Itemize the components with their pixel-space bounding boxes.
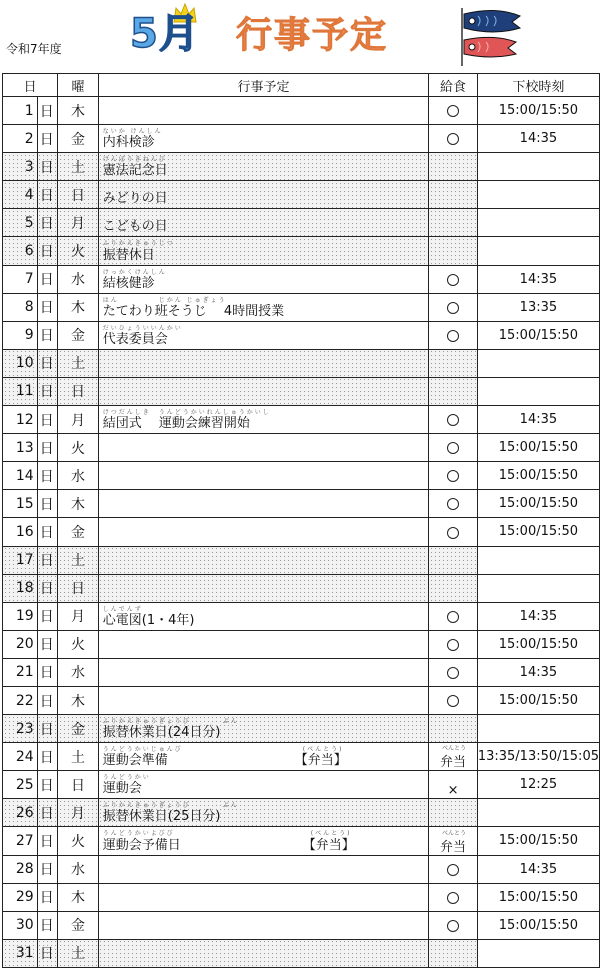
event-cell	[98, 293, 429, 321]
weekday: 火	[58, 237, 98, 265]
lunch-served-mark	[447, 302, 459, 314]
lunch-cell	[429, 434, 478, 462]
event-cell	[98, 658, 429, 686]
day-suffix: 日	[37, 715, 58, 743]
lunch-served-mark	[447, 611, 459, 623]
weekday: 土	[58, 743, 98, 771]
event-cell	[98, 462, 429, 490]
dismissal-time: 15:00/15:50	[477, 911, 599, 939]
lunch-served-mark	[447, 892, 459, 904]
lunch-furigana: べんとう	[442, 745, 467, 753]
lunch-served-mark	[447, 414, 459, 426]
bento-furigana: (べんとう)	[310, 830, 352, 838]
lunch-served-mark	[447, 498, 459, 510]
lunch-cell	[429, 181, 478, 209]
day-suffix: 日	[37, 462, 58, 490]
weekday: 水	[58, 265, 98, 293]
day-suffix: 日	[37, 799, 58, 827]
dismissal-time: 15:00/15:50	[477, 883, 599, 911]
event-cell	[98, 715, 429, 743]
day-number: 8	[3, 293, 38, 321]
schedule-body	[3, 97, 600, 968]
event-cell	[98, 883, 429, 911]
weekday: 日	[58, 377, 98, 405]
day-number: 24	[3, 743, 38, 771]
day-number: 27	[3, 827, 38, 855]
dismissal-time	[477, 715, 599, 743]
weekday: 火	[58, 827, 98, 855]
weekday: 木	[58, 97, 98, 125]
event-cell	[98, 574, 429, 602]
lunch-served-mark	[447, 695, 459, 707]
day-suffix: 日	[37, 377, 58, 405]
event-text: 憲法記念日	[102, 163, 168, 179]
lunch-served-mark	[447, 639, 459, 651]
event-text: 振替休日	[102, 247, 155, 263]
day-suffix: 日	[37, 153, 58, 181]
dismissal-time: 15:00/15:50	[477, 518, 599, 546]
lunch-served-mark	[447, 442, 459, 454]
event-cell	[98, 237, 429, 265]
event-furigana: ふりかえきゅうじつ	[102, 240, 175, 248]
lunch-cell	[429, 153, 478, 181]
lunch-cell	[429, 265, 478, 293]
day-number: 2	[3, 125, 38, 153]
dismissal-time	[477, 153, 599, 181]
event-furigana: うんどうかいよびび	[102, 830, 175, 838]
event-text: 結団式 運動会練習開始	[102, 416, 250, 432]
lunch-cell	[429, 883, 478, 911]
lunch-cell	[429, 771, 478, 799]
koinobori-carp-streamer-icon	[456, 6, 526, 68]
day-number: 25	[3, 771, 38, 799]
dismissal-time	[477, 209, 599, 237]
lunch-cell	[429, 125, 478, 153]
table-row	[3, 349, 600, 377]
day-suffix: 日	[37, 686, 58, 714]
day-suffix: 日	[37, 574, 58, 602]
weekday: 木	[58, 883, 98, 911]
event-text: 結核健診	[102, 275, 155, 291]
weekday: 金	[58, 715, 98, 743]
lunch-served-mark	[447, 920, 459, 932]
lunch-cell	[429, 939, 478, 967]
lunch-cell	[429, 546, 478, 574]
day-number: 22	[3, 686, 38, 714]
lunch-cell	[429, 406, 478, 434]
weekday: 金	[58, 518, 98, 546]
dismissal-time: 15:00/15:50	[477, 97, 599, 125]
lunch-cell	[429, 462, 478, 490]
bento-furigana: (べんとう)	[302, 746, 344, 754]
lunch-text: ×	[447, 783, 459, 799]
column-header-weekday: 曜	[58, 74, 98, 97]
day-number: 12	[3, 406, 38, 434]
day-number: 11	[3, 377, 38, 405]
lunch-cell	[429, 518, 478, 546]
weekday: 木	[58, 293, 98, 321]
day-number: 9	[3, 321, 38, 349]
event-furigana: けっかくけんしん	[102, 268, 167, 276]
event-text: 運動会準備	[102, 753, 168, 769]
lunch-text: 弁当	[440, 755, 467, 771]
day-suffix: 日	[37, 237, 58, 265]
weekday: 日	[58, 771, 98, 799]
day-number: 17	[3, 546, 38, 574]
lunch-served-mark	[447, 330, 459, 342]
table-row	[3, 799, 600, 827]
lunch-served-mark	[447, 864, 459, 876]
event-cell	[98, 771, 429, 799]
lunch-cell	[429, 349, 478, 377]
event-text: 運動会	[102, 781, 142, 797]
event-cell	[98, 827, 429, 855]
dismissal-time: 14:35	[477, 265, 599, 293]
event-furigana: だいひょういいんかい	[102, 324, 183, 332]
event-text: 振替休業日(25日分)	[102, 809, 221, 825]
dismissal-time: 12:25	[477, 771, 599, 799]
lunch-note	[448, 775, 459, 798]
table-row	[3, 546, 600, 574]
table-row	[3, 939, 600, 967]
table-row	[3, 490, 600, 518]
dismissal-time: 14:35	[477, 125, 599, 153]
day-suffix: 日	[37, 827, 58, 855]
dismissal-time: 15:00/15:50	[477, 462, 599, 490]
event-furigana: けつだんしき うんどうかいれんしゅうかいし	[102, 409, 271, 417]
lunch-cell	[429, 715, 478, 743]
table-row	[3, 237, 600, 265]
event-cell	[98, 855, 429, 883]
event-furigana: ないか けんしん	[102, 128, 163, 136]
day-suffix: 日	[37, 771, 58, 799]
table-row	[3, 97, 600, 125]
day-number: 10	[3, 349, 38, 377]
weekday: 水	[58, 658, 98, 686]
weekday: 日	[58, 574, 98, 602]
day-suffix: 日	[37, 855, 58, 883]
lunch-cell	[429, 855, 478, 883]
month-title: 5月	[130, 11, 200, 57]
era-year: 令和7年度	[6, 42, 62, 56]
lunch-cell	[429, 911, 478, 939]
day-suffix: 日	[37, 490, 58, 518]
lunch-served-mark	[447, 133, 459, 145]
column-header-lunch: 給食	[429, 74, 478, 97]
event-cell	[98, 181, 429, 209]
dismissal-time: 14:35	[477, 855, 599, 883]
day-suffix: 日	[37, 602, 58, 630]
day-suffix: 日	[37, 97, 58, 125]
event-cell	[98, 630, 429, 658]
table-row	[3, 686, 600, 714]
day-suffix: 日	[37, 518, 58, 546]
weekday: 火	[58, 630, 98, 658]
event-furigana: しんでんず	[102, 605, 143, 613]
day-suffix: 日	[37, 181, 58, 209]
day-number: 23	[3, 715, 38, 743]
table-row	[3, 209, 600, 237]
weekday: 月	[58, 602, 98, 630]
event-cell	[98, 153, 429, 181]
event-text: たてわり班そうじ 4時間授業	[102, 303, 285, 319]
lunch-served-mark	[447, 527, 459, 539]
table-row	[3, 602, 600, 630]
table-row	[3, 462, 600, 490]
table-header-row	[3, 74, 600, 97]
dismissal-time: 14:35	[477, 658, 599, 686]
dismissal-time: 14:35	[477, 406, 599, 434]
day-suffix: 日	[37, 125, 58, 153]
day-suffix: 日	[37, 406, 58, 434]
event-cell	[98, 125, 429, 153]
day-suffix: 日	[37, 321, 58, 349]
event-cell	[98, 265, 429, 293]
day-number: 19	[3, 602, 38, 630]
lunch-cell	[429, 377, 478, 405]
lunch-cell	[429, 827, 478, 855]
day-number: 20	[3, 630, 38, 658]
event-text: 振替休業日(24日分)	[102, 725, 221, 741]
weekday: 木	[58, 490, 98, 518]
event-cell	[98, 97, 429, 125]
table-row	[3, 518, 600, 546]
dismissal-time	[477, 349, 599, 377]
table-row	[3, 181, 600, 209]
lunch-note	[440, 743, 466, 770]
lunch-cell	[429, 97, 478, 125]
lunch-cell	[429, 321, 478, 349]
bento-note: 【弁当】	[302, 837, 355, 853]
day-number: 26	[3, 799, 38, 827]
event-text: 代表委員会	[102, 331, 168, 347]
table-row	[3, 911, 600, 939]
weekday: 月	[58, 799, 98, 827]
dismissal-time: 15:00/15:50	[477, 321, 599, 349]
dismissal-time: 15:00/15:50	[477, 630, 599, 658]
weekday: 金	[58, 125, 98, 153]
day-number: 15	[3, 490, 38, 518]
event-text: みどりの日	[102, 191, 168, 207]
day-suffix: 日	[37, 883, 58, 911]
lunch-served-mark	[447, 105, 459, 117]
event-cell	[98, 490, 429, 518]
day-number: 30	[3, 911, 38, 939]
table-row	[3, 377, 600, 405]
day-number: 28	[3, 855, 38, 883]
lunch-cell	[429, 799, 478, 827]
table-row	[3, 715, 600, 743]
event-furigana: けんぽうきねんび	[102, 156, 167, 164]
weekday: 土	[58, 349, 98, 377]
table-row	[3, 855, 600, 883]
dismissal-time	[477, 799, 599, 827]
schedule-table	[2, 73, 600, 968]
table-row	[3, 293, 600, 321]
day-suffix: 日	[37, 434, 58, 462]
event-cell	[98, 799, 429, 827]
table-row	[3, 265, 600, 293]
day-suffix: 日	[37, 658, 58, 686]
page-header	[0, 0, 600, 72]
table-row	[3, 658, 600, 686]
dismissal-time	[477, 181, 599, 209]
lunch-cell	[429, 574, 478, 602]
event-cell	[98, 209, 429, 237]
table-row	[3, 434, 600, 462]
day-number: 6	[3, 237, 38, 265]
event-furigana: うんどうかいじゅんび	[102, 746, 183, 754]
weekday: 土	[58, 939, 98, 967]
event-cell	[98, 546, 429, 574]
dismissal-time: 15:00/15:50	[477, 827, 599, 855]
event-cell	[98, 377, 429, 405]
weekday: 木	[58, 686, 98, 714]
dismissal-time: 15:00/15:50	[477, 490, 599, 518]
day-suffix: 日	[37, 939, 58, 967]
table-row	[3, 406, 600, 434]
weekday: 土	[58, 153, 98, 181]
dismissal-time: 13:35/13:50/15:05	[477, 743, 599, 771]
event-text	[103, 965, 429, 967]
event-cell	[98, 518, 429, 546]
table-row	[3, 321, 600, 349]
table-row	[3, 883, 600, 911]
event-text: こどもの日	[102, 219, 168, 235]
lunch-note	[440, 828, 466, 855]
day-number: 14	[3, 462, 38, 490]
dismissal-time: 14:35	[477, 602, 599, 630]
weekday: 水	[58, 462, 98, 490]
weekday: 火	[58, 434, 98, 462]
event-cell	[98, 434, 429, 462]
table-row	[3, 574, 600, 602]
lunch-cell	[429, 490, 478, 518]
day-number: 5	[3, 209, 38, 237]
dismissal-time	[477, 377, 599, 405]
event-text: 運動会予備日	[102, 837, 181, 853]
day-suffix: 日	[37, 743, 58, 771]
day-suffix: 日	[37, 546, 58, 574]
day-number: 1	[3, 97, 38, 125]
lunch-cell	[429, 658, 478, 686]
event-text: 心電図(1・4年)	[102, 612, 195, 628]
dismissal-time	[477, 237, 599, 265]
weekday: 金	[58, 321, 98, 349]
dismissal-time: 13:35	[477, 293, 599, 321]
day-number: 31	[3, 939, 38, 967]
event-cell	[98, 686, 429, 714]
day-suffix: 日	[37, 630, 58, 658]
lunch-cell	[429, 630, 478, 658]
lunch-cell	[429, 743, 478, 771]
table-row	[3, 125, 600, 153]
event-cell	[98, 321, 429, 349]
event-cell	[98, 602, 429, 630]
weekday: 金	[58, 911, 98, 939]
event-cell	[98, 743, 429, 771]
dismissal-time	[477, 574, 599, 602]
table-row	[3, 743, 600, 771]
lunch-served-mark	[447, 470, 459, 482]
event-furigana: ふりかえきゅうぎょうび ぶん	[102, 718, 239, 726]
event-cell	[98, 349, 429, 377]
weekday: 月	[58, 209, 98, 237]
day-number: 7	[3, 265, 38, 293]
lunch-cell	[429, 602, 478, 630]
day-number: 3	[3, 153, 38, 181]
event-cell	[98, 911, 429, 939]
lunch-served-mark	[447, 667, 459, 679]
day-suffix: 日	[37, 209, 58, 237]
lunch-text: 弁当	[440, 839, 467, 855]
lunch-served-mark	[447, 274, 459, 286]
weekday: 水	[58, 855, 98, 883]
column-header-dismissal: 下校時刻	[477, 74, 599, 97]
day-number: 13	[3, 434, 38, 462]
dismissal-time	[477, 939, 599, 967]
event-cell	[98, 406, 429, 434]
day-suffix: 日	[37, 265, 58, 293]
event-cell	[98, 939, 429, 967]
day-number: 16	[3, 518, 38, 546]
bento-note: 【弁当】	[294, 753, 347, 769]
table-row	[3, 630, 600, 658]
day-number: 29	[3, 883, 38, 911]
day-number: 21	[3, 658, 38, 686]
day-suffix: 日	[37, 293, 58, 321]
dismissal-time: 15:00/15:50	[477, 686, 599, 714]
lunch-cell	[429, 686, 478, 714]
day-suffix: 日	[37, 911, 58, 939]
day-number: 18	[3, 574, 38, 602]
event-furigana: ふりかえきゅうぎょうび ぶん	[102, 802, 239, 810]
lunch-cell	[429, 209, 478, 237]
day-number: 4	[3, 181, 38, 209]
event-furigana: はん じかん じゅぎょう	[102, 296, 227, 304]
table-row	[3, 827, 600, 855]
weekday: 日	[58, 181, 98, 209]
table-row	[3, 153, 600, 181]
event-furigana: うんどうかい	[102, 774, 151, 782]
table-row	[3, 771, 600, 799]
lunch-furigana: べんとう	[442, 829, 467, 837]
weekday: 土	[58, 546, 98, 574]
page-title: 行事予定	[236, 15, 389, 56]
day-suffix: 日	[37, 349, 58, 377]
lunch-cell	[429, 293, 478, 321]
column-header-events: 行事予定	[98, 74, 429, 97]
dismissal-time	[477, 546, 599, 574]
weekday: 月	[58, 406, 98, 434]
dismissal-time: 15:00/15:50	[477, 434, 599, 462]
column-header-day: 日	[3, 74, 58, 97]
event-text: 内科検診	[102, 135, 155, 151]
lunch-cell	[429, 237, 478, 265]
